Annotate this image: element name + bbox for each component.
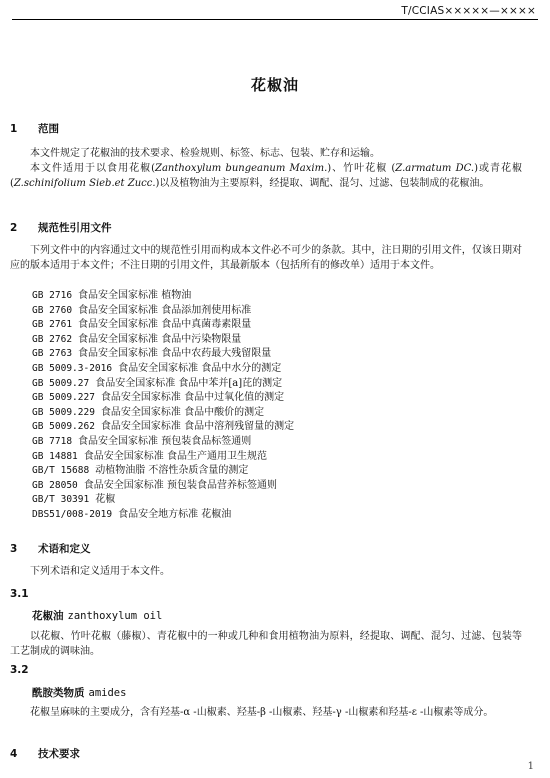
clause-3-1-number: 3.1 — [10, 588, 29, 600]
list-item — [32, 347, 294, 362]
section-2-intro: 下列文件中的内容通过文中的规范性引用而构成本文件必不可少的条款。其中，注日期的引用文件，仅该日期对应的版本适用于本文件；不注日期的引用文件，其最新版本（包括所有的修改单）适用于本文件。 — [10, 245, 522, 271]
page-number: 1 — [527, 761, 534, 772]
standard-number: GB 5009.262 — [32, 421, 95, 433]
list-item — [32, 450, 294, 465]
term-definition: 以花椒、竹叶花椒（藤椒）、青花椒中的一种或几种和食用植物油为原料，经提取、调配、混匀、过滤、包装等工艺制成的调味油。 — [10, 631, 522, 657]
scientific-name: Z.armatum DC. — [395, 163, 475, 174]
normative-reference-list — [32, 289, 294, 523]
clause-3-2-number: 3.2 — [10, 664, 29, 676]
standard-number: GB/T 15688 — [32, 465, 90, 477]
standard-title: 动植物油脂 不溶性杂质含量的测定 — [95, 465, 249, 477]
standard-title: 食品安全国家标准 食品中污染物限量 — [78, 333, 242, 345]
standard-number: GB 5009.3-2016 — [32, 362, 113, 374]
standard-number: GB/T 30391 — [32, 494, 90, 506]
section-title: 规范性引用文件 — [38, 222, 112, 234]
section-number: 2 — [10, 222, 18, 234]
term-zh: 花椒油 — [32, 610, 64, 622]
standard-title: 食品安全地方标准 花椒油 — [118, 508, 232, 520]
list-item — [32, 406, 294, 421]
list-item — [32, 377, 294, 392]
standard-code: T/CCIAS×××××—×××× — [401, 5, 536, 17]
text-run: 本文件适用于以食用花椒( — [30, 163, 155, 174]
standard-title: 食品安全国家标准 食品中过氧化值的测定 — [100, 392, 285, 404]
text-run: )、竹叶花椒 ( — [327, 163, 396, 174]
section-1-para-2 — [10, 162, 522, 192]
text-run: )或青花椒( — [10, 163, 522, 189]
list-item — [32, 508, 294, 523]
list-item — [32, 304, 294, 319]
section-1-para-1: 本文件规定了花椒油的技术要求、检验规则、标签、标志、包装、贮存和运输。 — [30, 148, 380, 159]
section-title: 术语和定义 — [38, 543, 91, 555]
list-item — [32, 479, 294, 494]
standard-title: 食品安全国家标准 植物油 — [78, 290, 192, 301]
standard-number: DBS51/008-2019 — [32, 508, 113, 520]
standard-title: 食品安全国家标准 食品中农药最大残留限量 — [78, 348, 272, 360]
section-4-heading — [10, 746, 80, 761]
standard-number: GB 5009.229 — [32, 406, 95, 418]
standard-number: GB 28050 — [32, 479, 78, 491]
section-number: 1 — [10, 123, 18, 135]
standard-number: GB 7718 — [32, 435, 73, 447]
standard-title: 花椒 — [95, 494, 116, 506]
standard-title: 食品安全国家标准 食品中苯并[a]芘的测定 — [95, 377, 283, 389]
standard-title: 食品安全国家标准 食品生产通用卫生规范 — [83, 450, 267, 462]
standard-number: GB 2761 — [32, 319, 73, 331]
scientific-name: Z.schinifolium Sieb.et Zucc. — [13, 177, 156, 189]
standard-number: GB 5009.227 — [32, 392, 95, 404]
list-item — [32, 464, 294, 479]
list-item — [32, 318, 294, 333]
standard-number: GB 5009.27 — [32, 377, 90, 389]
list-item — [32, 391, 294, 406]
standard-number: GB 14881 — [32, 450, 78, 462]
list-item — [32, 493, 294, 508]
section-number: 3 — [10, 543, 18, 555]
standard-title: 食品安全国家标准 食品中酸价的测定 — [100, 406, 265, 418]
section-1-heading — [10, 121, 59, 136]
standard-title: 食品安全国家标准 食品中真菌毒素限量 — [78, 319, 252, 331]
text-run: )以及植物油为主要原料，经提取、调配、混匀、过滤、包装制成的花椒油。 — [155, 177, 490, 189]
standard-title: 食品安全国家标准 预包装食品营养标签通则 — [83, 479, 277, 491]
term-entry — [32, 608, 162, 623]
standard-title: 食品安全国家标准 食品添加剂使用标准 — [78, 304, 252, 316]
section-2-heading — [10, 220, 112, 235]
list-item — [32, 435, 294, 450]
section-number: 4 — [10, 748, 18, 760]
list-item — [32, 362, 294, 377]
standard-title: 食品安全国家标准 食品中水分的测定 — [118, 362, 282, 374]
standard-title: 食品安全国家标准 食品中溶剂残留量的测定 — [100, 421, 295, 433]
standard-number: GB 2716 — [32, 290, 73, 301]
standard-number: GB 2762 — [32, 333, 73, 345]
term-definition: 花椒呈麻味的主要成分，含有羟基-α -山椒素、羟基-β -山椒素、羟基-γ -山椒素和羟基-ε -山椒素等成分。 — [30, 707, 494, 718]
term-en: zanthoxylum oil — [67, 610, 163, 622]
standard-number: GB 2763 — [32, 348, 73, 360]
standard-number: GB 2760 — [32, 304, 73, 316]
document-title: 花椒油 — [250, 76, 299, 94]
term-en: amides — [88, 687, 127, 699]
term-zh: 酰胺类物质 — [32, 687, 85, 699]
term-entry — [32, 685, 126, 700]
list-item — [32, 420, 294, 435]
section-title: 范围 — [38, 123, 59, 135]
standard-title: 食品安全国家标准 预包装食品标签通则 — [78, 435, 252, 447]
scientific-name: Zanthoxylum bungeanum Maxim. — [155, 163, 328, 174]
section-title: 技术要求 — [38, 748, 80, 760]
list-item — [32, 289, 294, 304]
list-item — [32, 333, 294, 348]
header-rule — [12, 19, 538, 20]
section-3-heading — [10, 541, 91, 556]
section-3-intro: 下列术语和定义适用于本文件。 — [30, 566, 170, 577]
